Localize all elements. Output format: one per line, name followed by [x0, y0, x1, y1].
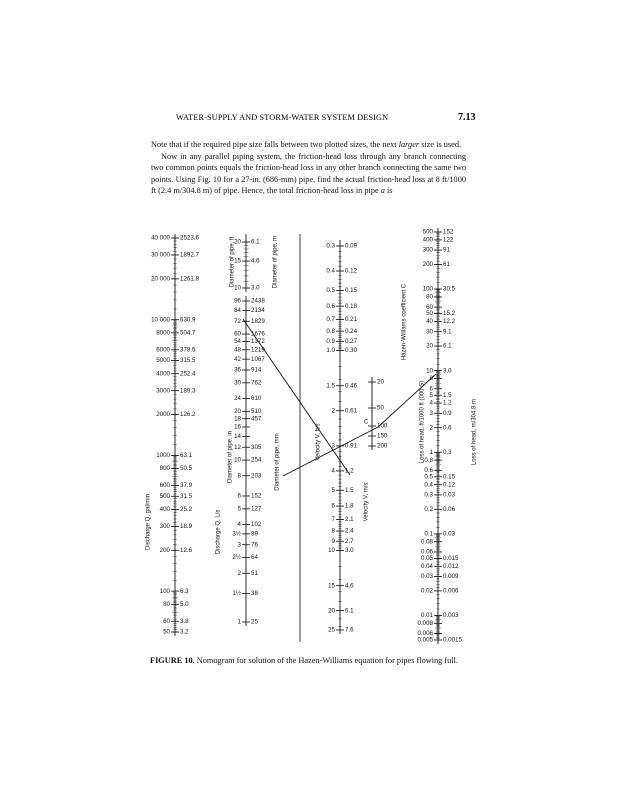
discharge-gpm-label: 5000 [156, 357, 170, 365]
loss-m-label: 12.2 [443, 318, 456, 326]
discharge-gpm-label: 2000 [156, 411, 170, 419]
diameter-in-label: 3 [237, 541, 241, 549]
diameter-mm-label: 51 [251, 569, 258, 577]
velocity-ms-label: 2.7 [345, 537, 354, 545]
velocity-fts-label: 0.5 [326, 286, 335, 294]
loss-ft-label: 0.04 [420, 562, 433, 570]
loss-m-label: 6.1 [443, 342, 452, 350]
loss-ft-label: 0.008 [417, 619, 433, 627]
velocity-fts-label: 20 [328, 607, 335, 615]
loss-ft-label: 0.6 [424, 466, 433, 474]
diameter-m-label: 3.0 [251, 284, 260, 292]
discharge-ls-label: 37.9 [180, 482, 193, 490]
diameter-in-label: 1½ [232, 590, 241, 598]
discharge-ls-title: Discharge Q, L/s [215, 509, 222, 555]
diameter-in-label: 96 [234, 297, 241, 305]
velocity-ms-label: 7.6 [345, 626, 354, 634]
diameter-mm-label: 38 [251, 590, 258, 598]
discharge-ls-label: 126.2 [180, 411, 196, 419]
discharge-gpm-label: 400 [159, 506, 170, 514]
loss-ft-label: 60 [426, 303, 433, 311]
velocity-ms-label: 0.09 [345, 242, 358, 250]
loss-m-label: 0.03 [443, 530, 456, 538]
velocity-fts-label: 15 [328, 582, 335, 590]
velocity-ms-label: 1.8 [345, 502, 354, 510]
velocity-fts-label: 0.9 [326, 338, 335, 346]
figure-caption-text: Nomogram for solution of the Hazen-Williams equation for pipes flowing full. [196, 656, 458, 665]
discharge-gpm-label: 40 000 [151, 234, 170, 242]
velocity-ms-label: 4.6 [345, 582, 354, 590]
loss-m-label: 1.2 [443, 399, 452, 407]
loss-ft-label: 500 [422, 228, 433, 236]
diameter-mm-label: 2134 [251, 307, 265, 315]
loss-ft-label: 0.5 [424, 473, 433, 481]
loss-m-label: 91 [443, 246, 450, 254]
discharge-gpm-label: 100 [159, 587, 170, 595]
loss-m-label: 61 [443, 261, 450, 269]
paragraph-1-text-a: Note that if the required pipe size falls between two plotted sizes, the next [151, 140, 399, 149]
example-line-2 [283, 427, 378, 476]
paragraph-1 [151, 139, 466, 151]
discharge-ls-label: 2523.6 [180, 234, 199, 242]
discharge-gpm-label: 50 [163, 628, 170, 636]
loss-ft-label: 100 [422, 285, 433, 293]
velocity-ms-label: 0.61 [345, 407, 358, 415]
diameter-in-label: 6 [237, 492, 241, 500]
diameter-mm-label: 914 [251, 366, 262, 374]
loss-ft-label: 4 [429, 399, 433, 407]
loss-ft-label: 0.1 [424, 530, 433, 538]
diameter-mm-label: 1372 [251, 338, 265, 346]
diameter-mm-label: 1219 [251, 346, 265, 354]
diameter-in-label: 16 [234, 423, 241, 431]
discharge-ls-label: 31.5 [180, 492, 193, 500]
loss-ft-label: 5 [429, 391, 433, 399]
discharge-gpm-label: 6000 [156, 346, 170, 354]
velocity-fts-label: 0.6 [326, 302, 335, 310]
discharge-gpm-label: 800 [159, 465, 170, 473]
diameter-m-title: Diameter of pipe, m [272, 235, 279, 289]
velocity-ms-label: 0.12 [345, 267, 358, 275]
velocity-ms-label: 0.21 [345, 316, 358, 324]
loss-ft-label: 50 [426, 310, 433, 318]
loss-m-label: 0.009 [443, 573, 459, 581]
discharge-gpm-label: 3000 [156, 387, 170, 395]
diameter-in-label: 14 [234, 433, 241, 441]
diameter-in-label: 42 [234, 355, 241, 363]
discharge-ls-label: 12.6 [180, 546, 193, 554]
velocity-fts-label: 9 [331, 537, 335, 545]
diameter-mm-label: 510 [251, 407, 262, 415]
loss-m-label: 0.015 [443, 555, 459, 563]
discharge-gpm-label: 1000 [156, 452, 170, 460]
discharge-ls-label: 189.3 [180, 387, 196, 395]
loss-m-label: 0.012 [443, 562, 459, 570]
paragraph-2 [151, 151, 466, 197]
paragraph-1-emphasis: larger [398, 140, 420, 149]
loss-m-label: 152 [443, 228, 454, 236]
diameter-mm-label: 203 [251, 472, 262, 480]
diameter-ft-label: 20 [234, 238, 241, 246]
velocity-ms-label: 2.1 [345, 516, 354, 524]
velocity-ms-label: 0.91 [345, 442, 358, 450]
discharge-ls-label: 25.2 [180, 506, 193, 514]
diameter-in-label: 30 [234, 379, 241, 387]
diameter-ft-title: Diameter of pipe, ft [229, 236, 236, 288]
loss-m-label: 0.9 [443, 409, 452, 417]
hw-c-label: 20 [377, 378, 384, 386]
loss-m-label: 0.006 [443, 587, 459, 595]
page-number: 7.13 [458, 112, 476, 123]
discharge-ls-label: 18.9 [180, 523, 193, 531]
diameter-mm-label: 64 [251, 554, 258, 562]
loss-m-label: 0.06 [443, 505, 456, 513]
velocity-fts-title: Velocity V, ft/s [315, 423, 322, 461]
discharge-ls-label: 315.5 [180, 357, 196, 365]
diameter-mm-label: 89 [251, 530, 258, 538]
diameter-in-label: 18 [234, 415, 241, 423]
velocity-ms-label: 0.46 [345, 382, 358, 390]
diameter-in-label: 2 [237, 569, 241, 577]
diameter-in-label: 2½ [232, 554, 241, 562]
loss-m-label: 0.6 [443, 424, 452, 432]
diameter-mm-label: 2438 [251, 297, 265, 305]
diameter-in-label: 12 [234, 443, 241, 451]
loss-m-label: 0.03 [443, 491, 456, 499]
velocity-fts-label: 4 [331, 467, 335, 475]
diameter-mm-label: 25 [251, 618, 258, 626]
discharge-gpm-label: 4000 [156, 370, 170, 378]
discharge-ls-label: 504.7 [180, 329, 196, 337]
loss-ft-label: 80 [426, 293, 433, 301]
diameter-mm-label: 76 [251, 541, 258, 549]
discharge-gpm-label: 200 [159, 546, 170, 554]
velocity-ms-label: 0.18 [345, 302, 358, 310]
diameter-mm-label: 254 [251, 456, 262, 464]
diameter-in-label: 60 [234, 330, 241, 338]
hw-c-title: Hazen-Williams coefficient C [401, 283, 408, 361]
diameter-in-label: 20 [234, 407, 241, 415]
running-title: WATER-SUPPLY AND STORM-WATER SYSTEM DESIGN [176, 113, 389, 122]
velocity-fts-label: 0.8 [326, 327, 335, 335]
discharge-ls-label: 3.8 [180, 617, 189, 625]
discharge-ls-label: 630.9 [180, 316, 196, 324]
velocity-ms-label: 0.15 [345, 286, 358, 294]
diameter-in-label: 84 [234, 307, 241, 315]
loss-ft-title: Loss of head, ft/1000 ft (000 S) [419, 380, 426, 464]
diameter-in-label: 5 [237, 505, 241, 513]
hw-c-label: 200 [377, 442, 388, 450]
diameter-mm-label: 457 [251, 415, 262, 423]
diameter-mm-label: 1829 [251, 317, 265, 325]
paragraph-2-text-a: Now in any parallel piping system, the friction-head loss through any branch connecting two common points equals the friction-head loss in any other branch connecting the same two points. Using Fig. 10 for a 27-in. (686-mm) pipe, find the actual friction-head loss at 8 ft/1000 ft (2.4 m/304.8 m) of pipe. Hence, the total friction-head loss in pipe [151, 151, 466, 196]
discharge-gpm-label: 300 [159, 523, 170, 531]
loss-ft-label: 3 [429, 409, 433, 417]
diameter-m-label: 4.6 [251, 257, 260, 265]
diameter-mm-label: 762 [251, 379, 262, 387]
diameter-mm-label: 1067 [251, 355, 265, 363]
loss-ft-label: 0.005 [417, 636, 433, 644]
velocity-ms-label: 6.1 [345, 607, 354, 615]
hw-c-label: 150 [377, 432, 388, 440]
discharge-ls-label: 1261.8 [180, 275, 199, 283]
hw-c-label: 100 [377, 422, 388, 430]
loss-ft-label: 0.2 [424, 505, 433, 513]
discharge-ls-label: 3.2 [180, 628, 189, 636]
discharge-ls-label: 50.5 [180, 465, 193, 473]
discharge-gpm-title: Discharge Q, gal/min [145, 493, 152, 551]
diameter-m-label: 6.1 [251, 238, 260, 246]
figure-label: FIGURE 10. [150, 656, 195, 665]
loss-ft-label: 40 [426, 318, 433, 326]
running-header [0, 113, 617, 127]
velocity-ms-title: Velocity V, m/s [363, 482, 370, 522]
loss-ft-label: 20 [426, 342, 433, 350]
loss-ft-label: 0.006 [417, 630, 433, 638]
discharge-ls-label: 63.1 [180, 452, 193, 460]
diameter-in-label: 10 [234, 456, 241, 464]
velocity-fts-label: 0.7 [326, 316, 335, 324]
hw-c-symbol: C [363, 419, 369, 426]
velocity-ms-label: 0.30 [345, 347, 358, 355]
figure-caption [150, 656, 490, 665]
loss-m-title: Loss of head, m/304.8 m [471, 398, 478, 466]
loss-ft-label: 30 [426, 328, 433, 336]
diameter-mm-title: Diameter of pipe, mm [274, 433, 281, 491]
example-line-3 [378, 374, 436, 427]
velocity-fts-label: 0.3 [326, 242, 335, 250]
diameter-in-label: 54 [234, 338, 241, 346]
loss-m-label: 0.15 [443, 473, 456, 481]
hw-c-label: 50 [377, 404, 384, 412]
diameter-ft-label: 10 [234, 284, 241, 292]
discharge-ls-label: 378.5 [180, 346, 196, 354]
discharge-gpm-label: 500 [159, 492, 170, 500]
loss-ft-label: 0.4 [424, 481, 433, 489]
velocity-fts-label: 10 [328, 547, 335, 555]
loss-ft-label: 0.03 [420, 573, 433, 581]
loss-m-label: 0.003 [443, 612, 459, 620]
velocity-ms-label: 1.2 [345, 467, 354, 475]
discharge-ls-label: 6.3 [180, 587, 189, 595]
diameter-in-title: Diameter of pipe, in [227, 430, 234, 484]
loss-m-label: 3.0 [443, 367, 452, 375]
velocity-fts-label: 8 [331, 527, 335, 535]
diameter-ft-label: 15 [234, 257, 241, 265]
discharge-ls-label: 5.0 [180, 600, 189, 608]
diameter-in-label: 36 [234, 366, 241, 374]
discharge-gpm-label: 8000 [156, 329, 170, 337]
velocity-ms-label: 1.5 [345, 486, 354, 494]
loss-ft-label: 2 [429, 424, 433, 432]
velocity-ms-label: 3.0 [345, 547, 354, 555]
diameter-in-label: 1 [237, 618, 241, 626]
velocity-fts-label: 1.5 [326, 382, 335, 390]
loss-ft-label: 8 [429, 375, 433, 383]
paragraph-2-emphasis: a [380, 186, 385, 196]
diameter-in-label: 4 [237, 521, 241, 529]
velocity-fts-label: 0.4 [326, 267, 335, 275]
loss-ft-label: 0.08 [420, 538, 433, 546]
diameter-in-label: 24 [234, 395, 241, 403]
loss-ft-label: 200 [422, 261, 433, 269]
loss-m-label: 9.1 [443, 328, 452, 336]
loss-m-label: 0.12 [443, 481, 456, 489]
diameter-mm-label: 127 [251, 505, 262, 513]
diameter-mm-label: 152 [251, 492, 262, 500]
discharge-gpm-label: 20 000 [151, 275, 170, 283]
velocity-fts-label: 2 [331, 407, 335, 415]
body-text [151, 139, 466, 197]
loss-m-label: 15.2 [443, 310, 456, 318]
velocity-fts-label: 5 [331, 486, 335, 494]
loss-m-label: 122 [443, 236, 454, 244]
loss-m-label: 30.5 [443, 285, 456, 293]
velocity-ms-label: 0.24 [345, 327, 358, 335]
discharge-ls-label: 1892.7 [180, 251, 199, 259]
loss-ft-label: 0.01 [420, 612, 433, 620]
loss-m-label: 1.5 [443, 391, 452, 399]
diameter-in-label: 72 [234, 317, 241, 325]
loss-m-label: 0.0015 [443, 636, 462, 644]
velocity-ms-label: 2.4 [345, 527, 354, 535]
discharge-gpm-label: 30 000 [151, 251, 170, 259]
velocity-fts-label: 1.0 [326, 347, 335, 355]
discharge-gpm-label: 60 [163, 617, 170, 625]
discharge-gpm-label: 10 000 [151, 316, 170, 324]
loss-ft-label: 0.05 [420, 555, 433, 563]
diameter-in-label: 3½ [232, 530, 241, 538]
discharge-gpm-label: 80 [163, 600, 170, 608]
loss-ft-label: 10 [426, 367, 433, 375]
loss-ft-label: 0.3 [424, 491, 433, 499]
paragraph-2-text-b: is [384, 186, 393, 196]
loss-ft-label: 300 [422, 246, 433, 254]
loss-ft-label: 400 [422, 236, 433, 244]
diameter-mm-label: 305 [251, 443, 262, 451]
discharge-gpm-label: 600 [159, 482, 170, 490]
loss-ft-label: 0.8 [424, 456, 433, 464]
diameter-mm-label: 102 [251, 521, 262, 529]
loss-ft-label: 6 [429, 385, 433, 393]
diameter-in-label: 8 [237, 472, 241, 480]
velocity-fts-label: 6 [331, 502, 335, 510]
diameter-mm-label: 610 [251, 395, 262, 403]
loss-ft-label: 0.06 [420, 548, 433, 556]
velocity-fts-label: 7 [331, 516, 335, 524]
hazen-williams-nomogram [140, 222, 485, 652]
discharge-ls-label: 252.4 [180, 370, 196, 378]
velocity-ms-label: 0.27 [345, 338, 358, 346]
paragraph-1-text-b: size is used. [419, 140, 462, 149]
loss-ft-label: 1 [429, 448, 433, 456]
diameter-mm-label: 1676 [251, 330, 265, 338]
loss-ft-label: 0.02 [420, 587, 433, 595]
velocity-fts-label: 25 [328, 626, 335, 634]
diameter-in-label: 48 [234, 346, 241, 354]
loss-m-label: 0.3 [443, 448, 452, 456]
velocity-fts-label: 3 [331, 442, 335, 450]
